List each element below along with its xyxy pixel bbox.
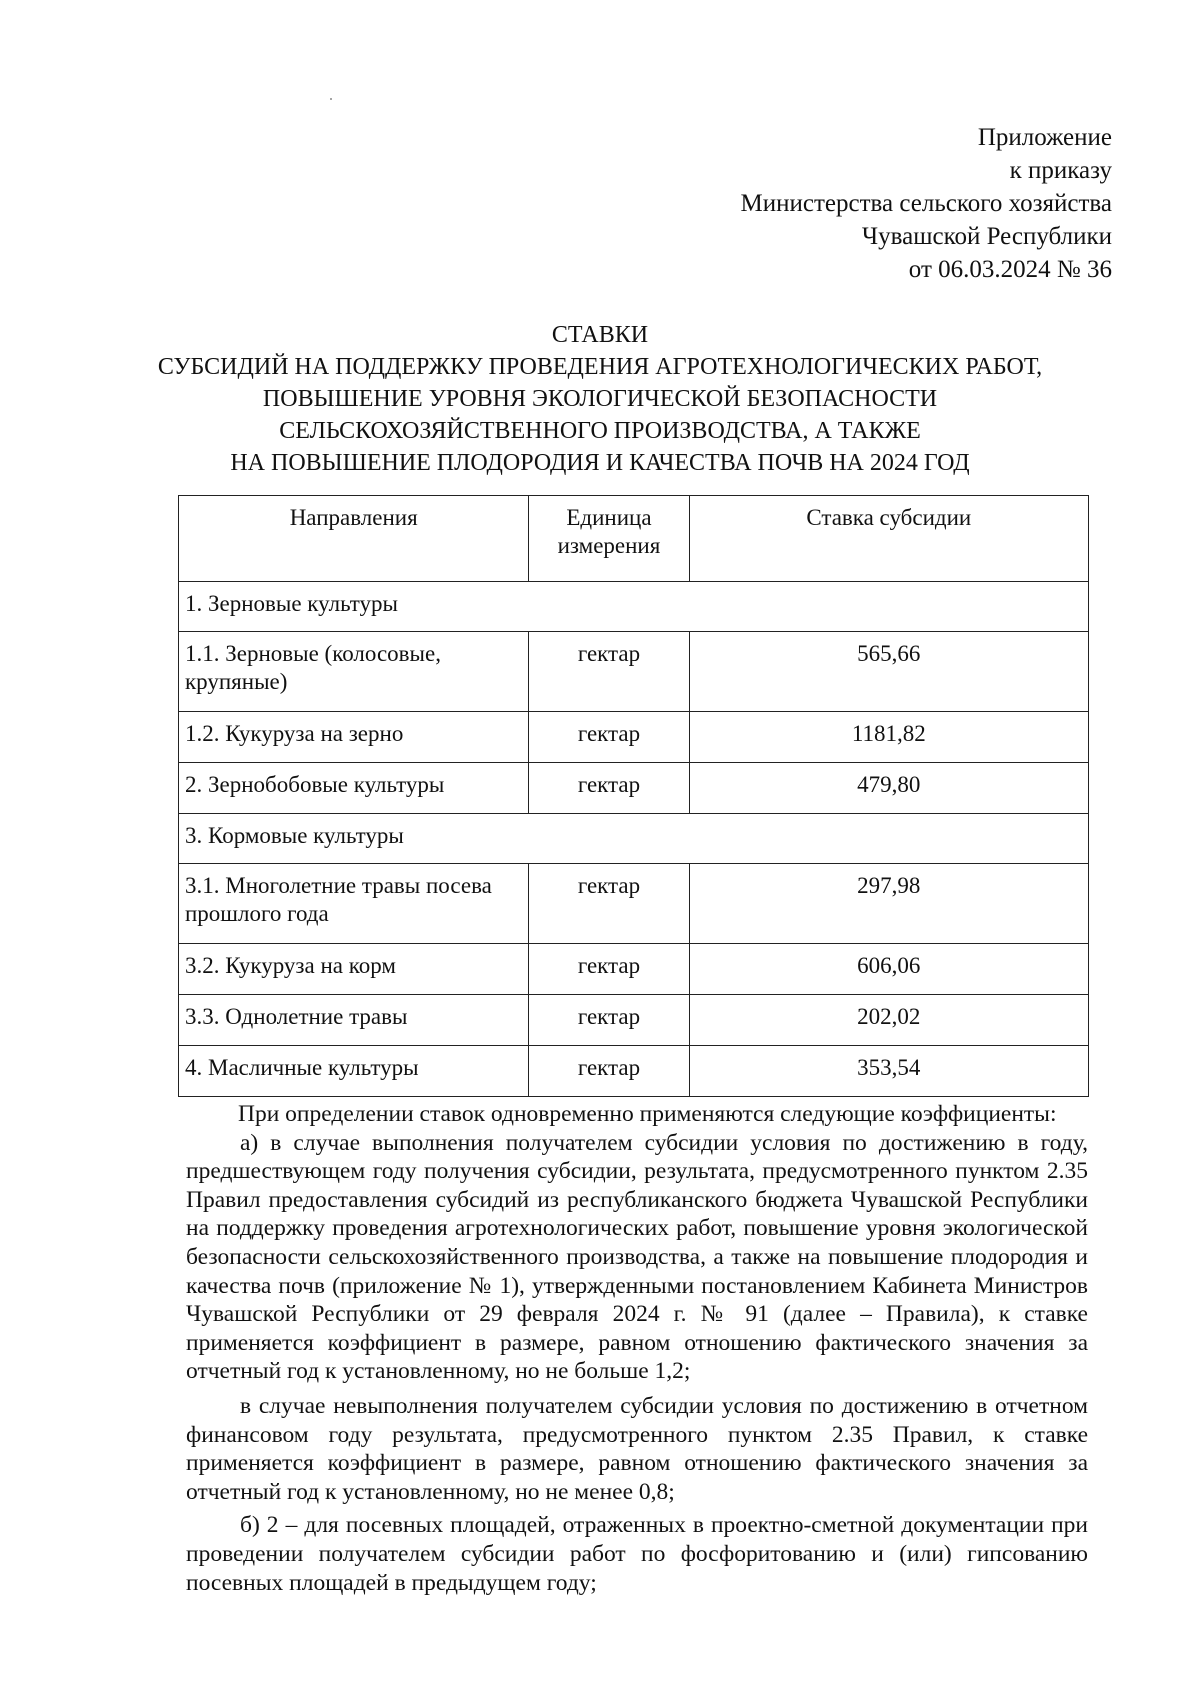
- appendix-line: Министерства сельского хозяйства: [740, 190, 1112, 217]
- row-rate: 565,66: [689, 632, 1088, 712]
- table-row: [179, 1046, 1089, 1097]
- title-line: НА ПОВЫШЕНИЕ ПЛОДОРОДИЯ И КАЧЕСТВА ПОЧВ НА 2024 ГОД: [230, 450, 970, 476]
- title-line: СТАВКИ: [551, 322, 649, 348]
- row-name: 4. Масличные культуры: [179, 1046, 529, 1097]
- header-rate: Ставка субсидии: [689, 496, 1088, 582]
- scan-speck: [330, 98, 332, 100]
- appendix-date-number: от 06.03.2024 № 36: [908, 256, 1112, 283]
- table-row: [179, 944, 1089, 995]
- appendix-header: [592, 121, 1112, 286]
- section-label: 3. Кормовые культуры: [179, 814, 1089, 864]
- row-unit: гектар: [529, 712, 689, 763]
- table-section-row: [179, 582, 1089, 632]
- subsidy-rates-table: [178, 495, 1089, 1097]
- paragraph-a: а) в случае выполнения получателем субсидии условия по достижению в году, предшествующем году получения субсидии, результата, предусмотренного пунктом 2.35 Правил предоставления субсидий из республиканского бюджета Чувашской Республики на поддержку проведения агротехнологических работ, повышение уровня экологической безопасности сельскохозяйственного производства, а также на повышение плодородия и качества почв (приложение № 1), утвержденными постановлением Кабинета Министров Чувашской Республики от 29 февраля 2024 г. № 91 (далее – Правила), к ставке применяется коэффициент в размере, равном отношению фактического значения за отчетный год к установленному, но не больше 1,2;: [186, 1129, 1088, 1385]
- appendix-line: Приложение: [977, 124, 1112, 151]
- row-unit: гектар: [529, 632, 689, 712]
- appendix-line: Чувашской Республики: [861, 223, 1112, 250]
- appendix-line: к приказу: [1009, 157, 1112, 184]
- coefficients-text: [186, 1100, 1088, 1602]
- row-rate: 297,98: [689, 864, 1088, 944]
- row-rate: 202,02: [689, 995, 1088, 1046]
- table-row: [179, 763, 1089, 814]
- document-title: [130, 319, 1070, 479]
- table-row: [179, 712, 1089, 763]
- table-row: [179, 632, 1089, 712]
- paragraph-b: б) 2 – для посевных площадей, отраженных в проектно-сметной документации при проведении получателем субсидии работ по фосфоритованию и (или) гипсованию посевных площадей в предыдущем году;: [186, 1512, 1088, 1596]
- table-row: [179, 864, 1089, 944]
- row-rate: 606,06: [689, 944, 1088, 995]
- row-unit: гектар: [529, 944, 689, 995]
- row-rate: 1181,82: [689, 712, 1088, 763]
- paragraph-a-alt: в случае невыполнения получателем субсидии условия по достижению в отчетном финансовом году результата, предусмотренного пунктом 2.35 Правил, к ставке применяется коэффициент в размере, равном отношению фактического значения за отчетный год к установленному, но не менее 0,8;: [186, 1392, 1088, 1505]
- row-unit: гектар: [529, 1046, 689, 1097]
- header-unit-line: Единица: [566, 505, 652, 530]
- title-line: СУБСИДИЙ НА ПОДДЕРЖКУ ПРОВЕДЕНИЯ АГРОТЕХНОЛОГИЧЕСКИХ РАБОТ,: [157, 354, 1043, 380]
- header-unit-line: измерения: [557, 533, 661, 558]
- row-name: 3.2. Кукуруза на корм: [179, 944, 529, 995]
- header-unit: [529, 496, 689, 582]
- section-label: 1. Зерновые культуры: [179, 582, 1089, 632]
- row-name: 3.3. Однолетние травы: [179, 995, 529, 1046]
- row-name: 2. Зернобобовые культуры: [179, 763, 529, 814]
- header-direction: Направления: [179, 496, 529, 582]
- row-rate: 479,80: [689, 763, 1088, 814]
- title-line: ПОВЫШЕНИЕ УРОВНЯ ЭКОЛОГИЧЕСКОЙ БЕЗОПАСНОСТИ: [262, 386, 938, 412]
- table-row: [179, 995, 1089, 1046]
- row-unit: гектар: [529, 864, 689, 944]
- row-unit: гектар: [529, 763, 689, 814]
- row-rate: 353,54: [689, 1046, 1088, 1097]
- table-header-row: [179, 496, 1089, 582]
- row-name: 1.1. Зерновые (колосовые, крупяные): [179, 632, 529, 712]
- row-name: 1.2. Кукуруза на зерно: [179, 712, 529, 763]
- paragraph-intro: При определении ставок одновременно применяются следующие коэффициенты:: [238, 1101, 1057, 1127]
- row-unit: гектар: [529, 995, 689, 1046]
- title-line: СЕЛЬСКОХОЗЯЙСТВЕННОГО ПРОИЗВОДСТВА, А ТАКЖЕ: [279, 418, 921, 444]
- row-name: 3.1. Многолетние травы посева прошлого года: [179, 864, 529, 944]
- table-section-row: [179, 814, 1089, 864]
